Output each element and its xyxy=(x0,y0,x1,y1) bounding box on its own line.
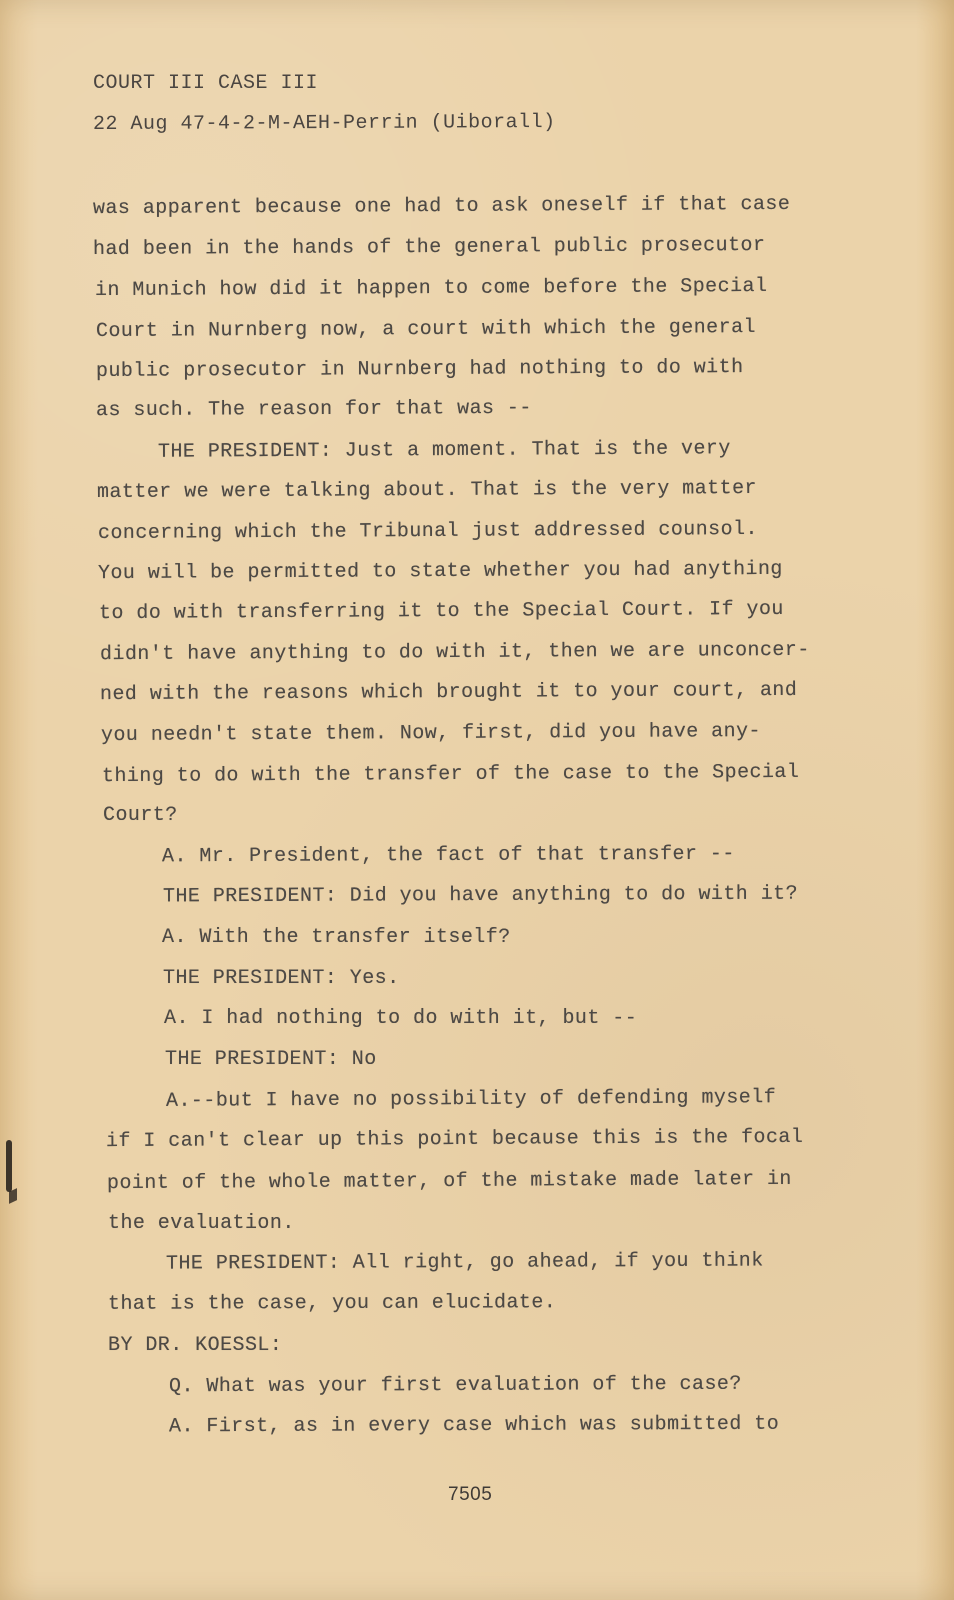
transcript-line-15: thing to do with the transfer of the case to the Special xyxy=(101,760,800,789)
transcript-line-12: didn't have anything to do with it, then we are unconcer- xyxy=(99,638,810,667)
transcript-line-26: the evaluation. xyxy=(108,1212,295,1235)
transcript-line-18: THE PRESIDENT: Did you have anything to do with it? xyxy=(162,882,799,909)
case-header: COURT III CASE III xyxy=(93,72,319,95)
transcript-line-21: A. I had nothing to do with it, but -- xyxy=(164,1007,638,1030)
transcript-line-30: Q. What was your first evaluation of the case? xyxy=(168,1372,742,1399)
transcript-line-5: public prosecutor in Nurnberg had nothing to do with xyxy=(95,356,744,383)
transcript-line-29: BY DR. KOESSL: xyxy=(108,1334,283,1357)
transcript-line-13: ned with the reasons which brought it to your court, and xyxy=(99,678,798,707)
binding-hole-mark-tip xyxy=(9,1188,17,1204)
transcript-line-8: matter we were talking about. That is the very matter xyxy=(96,476,758,505)
transcript-line-1: was apparent because one had to ask oneself if that case xyxy=(92,192,791,221)
transcript-line-22: THE PRESIDENT: No xyxy=(165,1048,377,1071)
transcript-line-9: concerning which the Tribunal just addressed counsol. xyxy=(97,517,759,546)
transcript-line-6: as such. The reason for that was -- xyxy=(95,396,532,423)
transcript-line-20: THE PRESIDENT: Yes. xyxy=(163,967,400,990)
transcript-line-7: THE PRESIDENT: Just a moment. That is the very xyxy=(157,437,731,464)
page-number: 7505 xyxy=(448,1484,493,1505)
session-header: 22 Aug 47-4-2-M-AEH-Perrin (Uiborall) xyxy=(92,110,556,137)
transcript-line-23: A.--but I have no possibility of defending myself xyxy=(165,1086,777,1113)
transcript-line-3: in Munich how did it happen to come before the Special xyxy=(94,274,768,303)
transcript-line-19: A. With the transfer itself? xyxy=(162,926,511,949)
transcript-line-27: THE PRESIDENT: All right, go ahead, if you think xyxy=(165,1249,764,1276)
transcript-line-31: A. First, as in every case which was submitted to xyxy=(168,1412,780,1439)
transcript-line-14: you needn't state them. Now, first, did you have any- xyxy=(100,719,762,748)
transcript-line-11: to do with transferring it to the Special Court. If you xyxy=(98,597,784,626)
transcript-line-16: Court? xyxy=(103,804,178,827)
binding-hole-mark xyxy=(6,1140,12,1192)
transcript-line-10: You will be permitted to state whether you had anything xyxy=(97,557,783,586)
transcript-line-25: point of the whole matter, of the mistake made later in xyxy=(106,1167,792,1196)
transcript-line-17: A. Mr. President, the fact of that transfer -- xyxy=(161,842,735,869)
transcript-line-4: Court in Nurnberg now, a court with which the general xyxy=(95,315,757,344)
transcript-line-24: if I can't clear up this point because this is the focal xyxy=(105,1125,804,1154)
transcript-line-2: had been in the hands of the general public prosecutor xyxy=(92,233,766,262)
transcript-line-28: that is the case, you can elucidate. xyxy=(107,1291,557,1316)
